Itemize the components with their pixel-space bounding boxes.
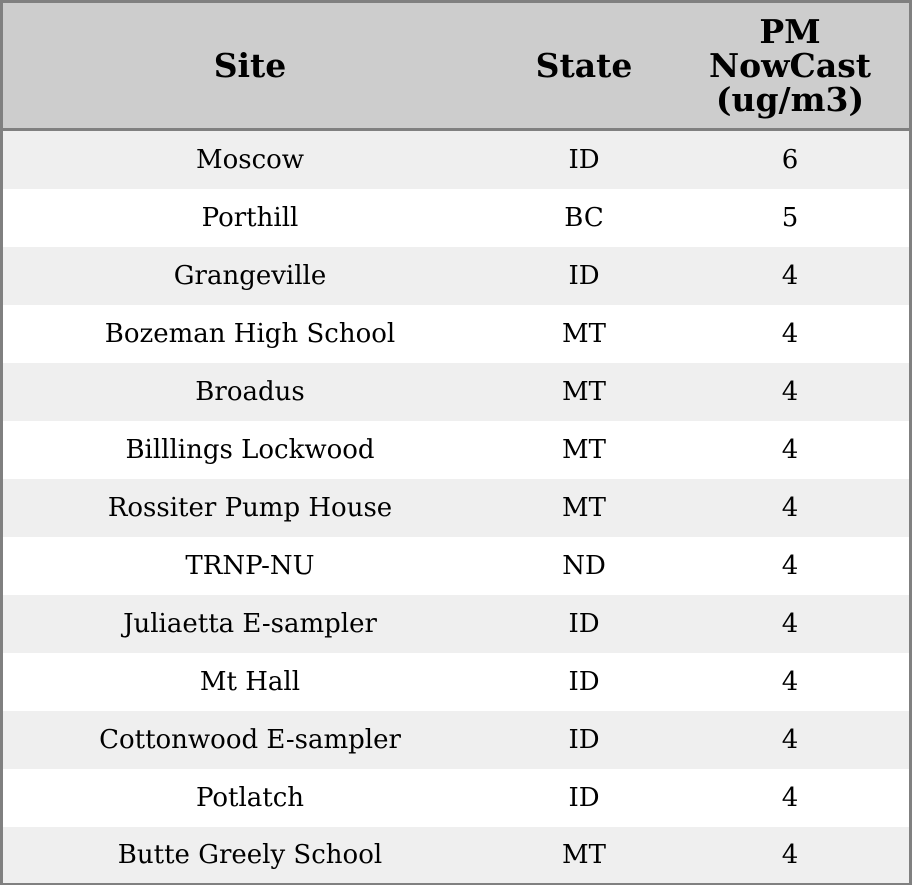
table-row — [3, 247, 909, 305]
cell-pm-value: 5 — [781, 203, 799, 233]
cell-pm-value: 4 — [781, 725, 799, 755]
table-row — [3, 827, 909, 883]
table-body — [3, 130, 909, 884]
cell-pm-value: 4 — [781, 261, 799, 291]
header-state — [497, 3, 671, 130]
header-site-label: Site — [213, 45, 287, 85]
cell-site: Billlings Lockwood — [125, 435, 375, 465]
cell-state: ND — [562, 551, 606, 581]
cell-state: ID — [568, 609, 600, 639]
cell-site: Porthill — [201, 203, 299, 233]
cell-site: Cottonwood E-sampler — [99, 725, 401, 755]
cell-pm-value: 4 — [781, 551, 799, 581]
cell-pm-value: 4 — [781, 319, 799, 349]
cell-site: Rossiter Pump House — [107, 493, 393, 523]
cell-pm-value: 4 — [781, 377, 799, 407]
table-row — [3, 537, 909, 595]
cell-site: Juliaetta E-sampler — [123, 609, 377, 639]
table-row — [3, 769, 909, 827]
cell-state: BC — [564, 203, 604, 233]
header-site — [3, 3, 497, 130]
table-row — [3, 653, 909, 711]
cell-site: Mt Hall — [199, 667, 301, 697]
table-header — [3, 3, 909, 130]
cell-pm-value: 4 — [781, 609, 799, 639]
cell-pm-value: 4 — [781, 435, 799, 465]
table-row — [3, 305, 909, 363]
table-row — [3, 711, 909, 769]
table-row — [3, 479, 909, 537]
cell-site: Broadus — [195, 377, 305, 407]
cell-state: ID — [568, 145, 600, 175]
cell-pm-value: 4 — [781, 783, 799, 813]
header-pm-nowcast — [671, 3, 909, 130]
cell-pm-value: 4 — [781, 493, 799, 523]
cell-site: Potlatch — [195, 783, 305, 813]
cell-state: ID — [568, 783, 600, 813]
cell-state: MT — [562, 493, 606, 523]
cell-site: Grangeville — [173, 261, 327, 291]
header-pm-line-2: NowCast — [708, 45, 872, 85]
cell-site: TRNP-NU — [185, 551, 315, 581]
cell-state: MT — [562, 840, 606, 870]
header-state-label: State — [535, 45, 633, 85]
cell-site: Butte Greely School — [117, 840, 383, 870]
cell-state: MT — [562, 319, 606, 349]
cell-site: Moscow — [195, 145, 305, 175]
cell-state: ID — [568, 667, 600, 697]
table-row — [3, 421, 909, 479]
cell-pm-value: 6 — [781, 145, 799, 175]
cell-pm-value: 4 — [781, 667, 799, 697]
table-row — [3, 189, 909, 247]
table-row — [3, 130, 909, 190]
cell-state: MT — [562, 377, 606, 407]
cell-state: ID — [568, 725, 600, 755]
header-row — [3, 3, 909, 130]
table-row — [3, 595, 909, 653]
cell-state: ID — [568, 261, 600, 291]
header-pm-line-1: PM — [759, 11, 821, 51]
cell-state: MT — [562, 435, 606, 465]
pm-nowcast-table — [3, 3, 909, 883]
cell-site: Bozeman High School — [104, 319, 396, 349]
header-pm-line-3: (ug/m3) — [715, 79, 865, 119]
cell-pm-value: 4 — [781, 840, 799, 870]
table-row — [3, 363, 909, 421]
